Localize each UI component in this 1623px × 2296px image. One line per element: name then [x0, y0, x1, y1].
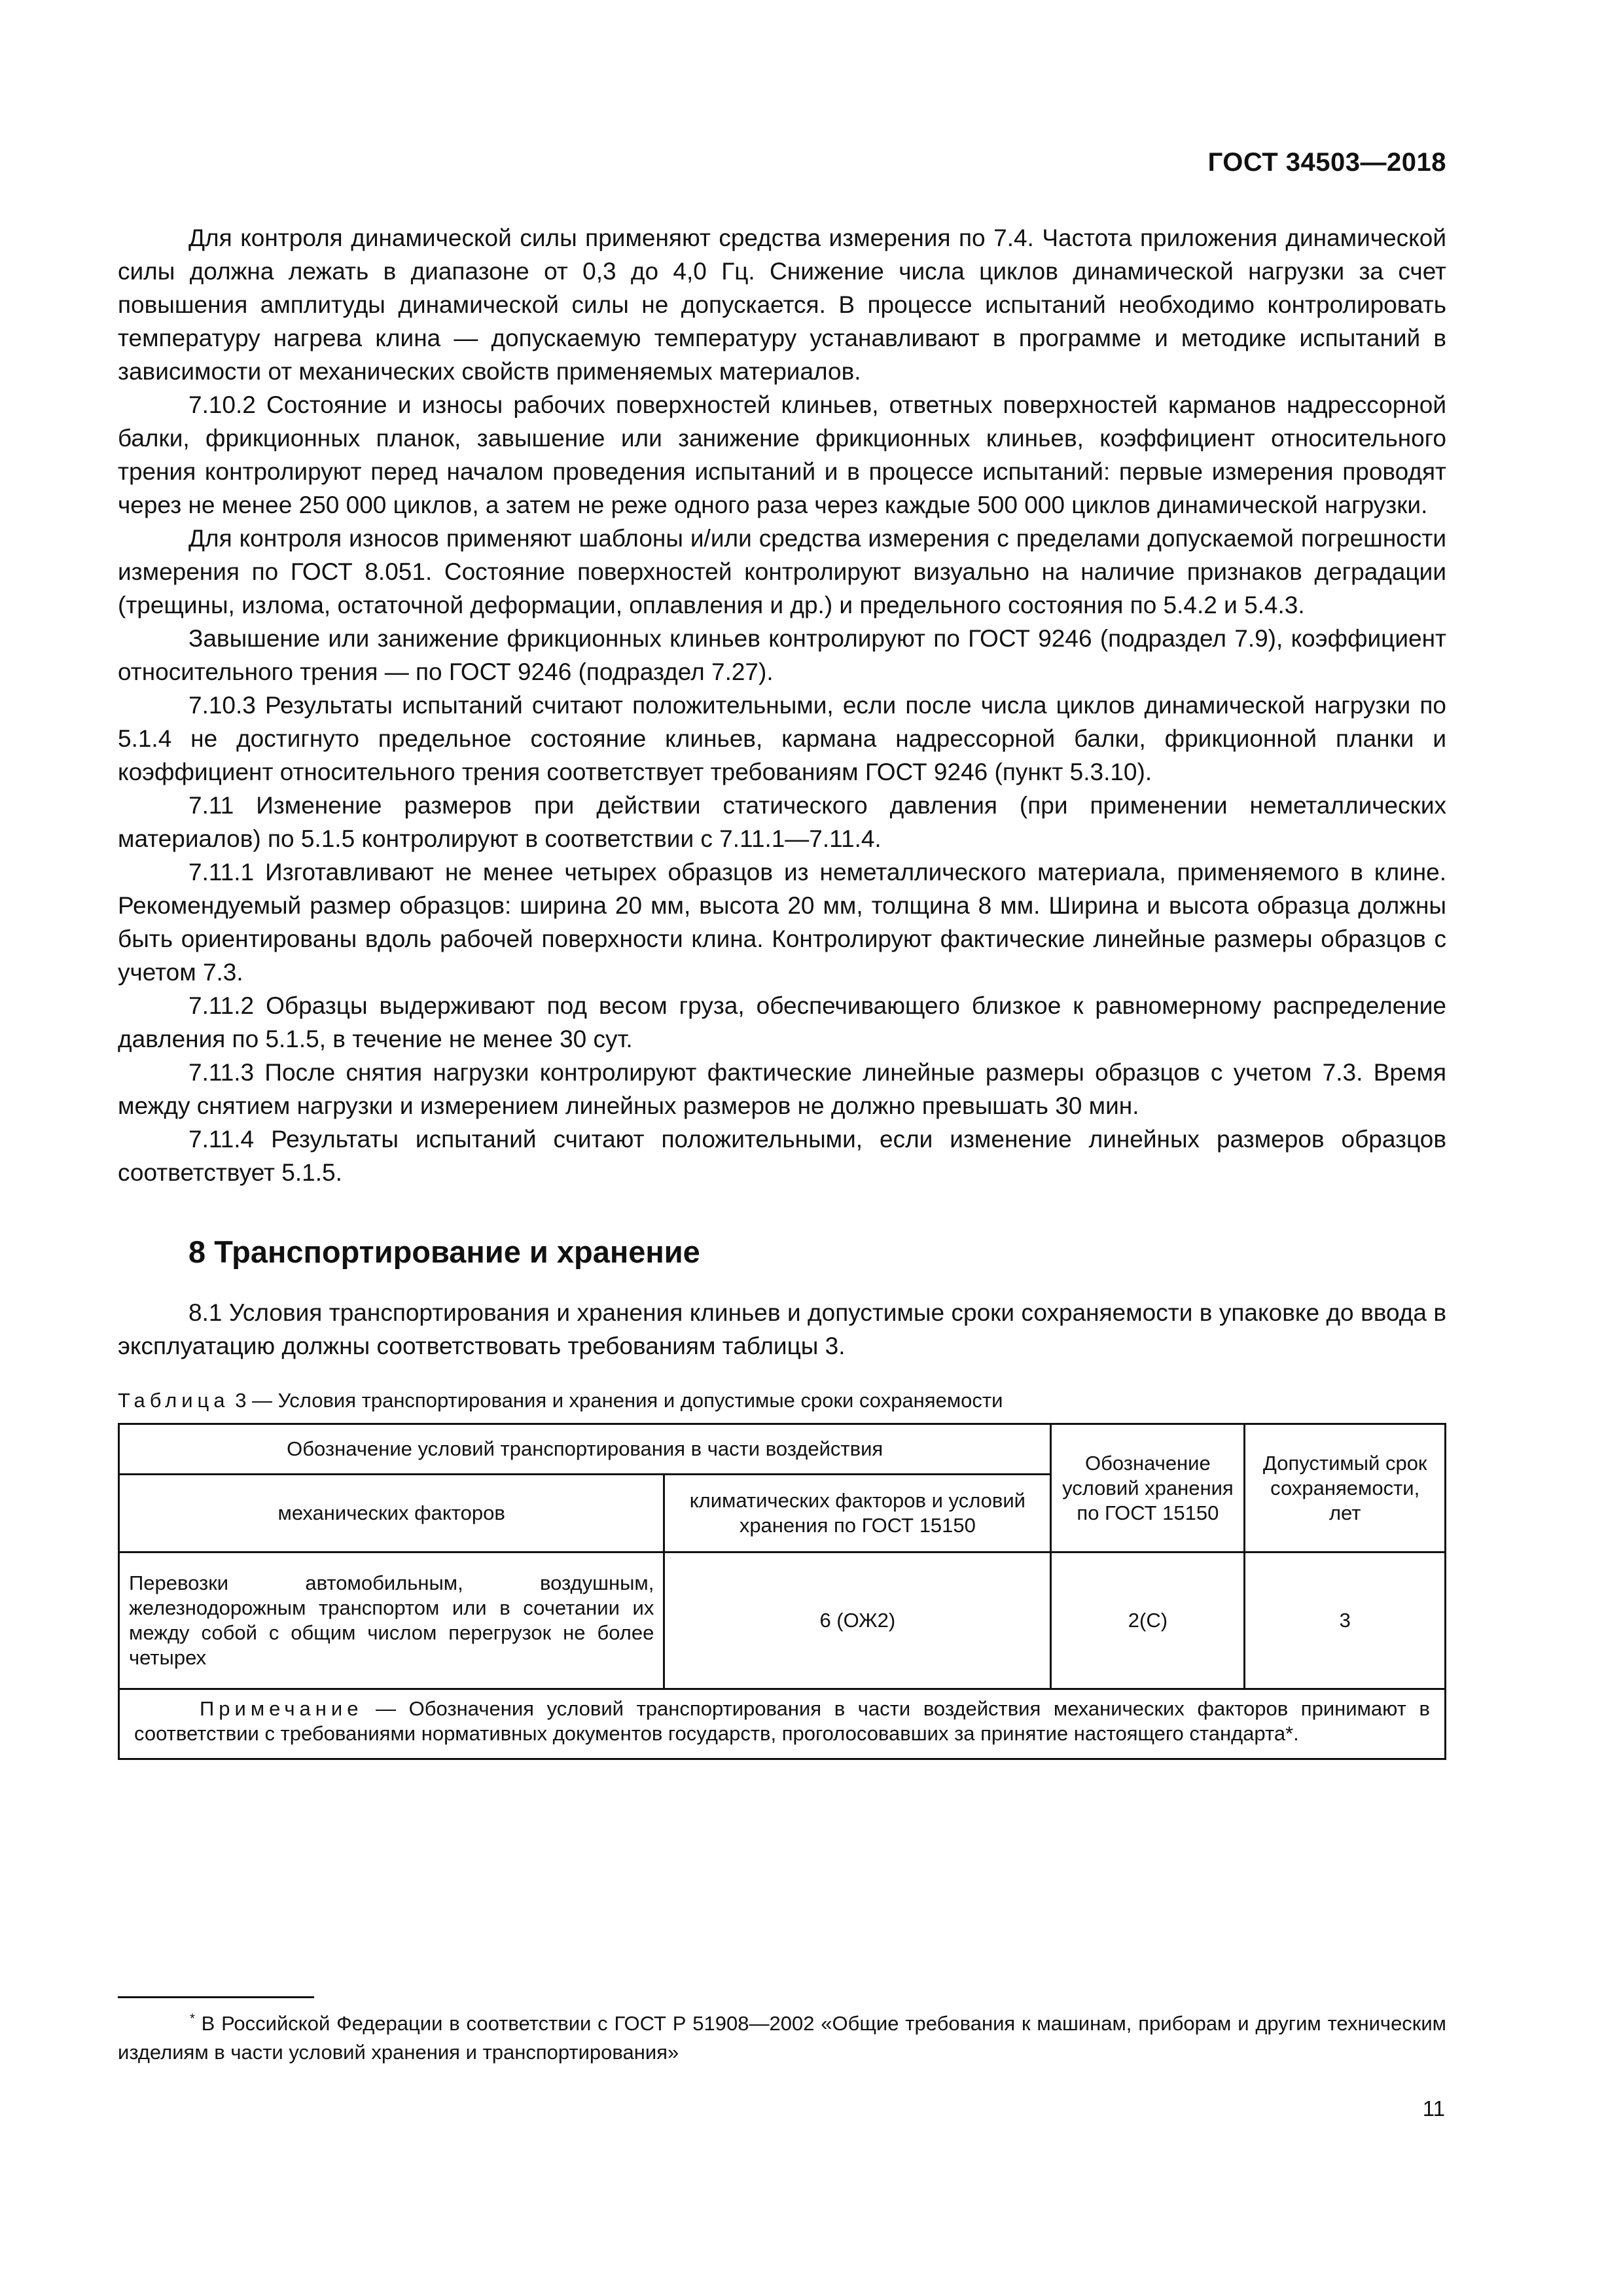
footnote-text-block — [118, 2009, 1446, 2067]
body-text — [118, 221, 1446, 1760]
paragraph: Для контроля динамической силы применяют средства измерения по 7.4. Частота приложения динамической силы должна лежать в диапазоне от 0,3 до 4,0 Гц. Снижение числа циклов динамической нагрузки за счет повышения амплитуды динамической силы не допускается. В процессе испытаний необходимо контролировать температуру нагрева клина — допускаемую температуру устанавливают в программе и методике испытаний в зависимости от механических свойств применяемых материалов. — [118, 224, 1446, 385]
note-text: — Обозначения условий транспортирования в части воздействия механических факторов принимают в соответствии с требованиями нормативных документов государств, проголосовавших за принятие настоящего стандарта*. — [134, 1697, 1430, 1745]
header-storage: Обозначение условий хранения по ГОСТ 15150 — [1051, 1424, 1245, 1552]
paragraph: 7.11.1 Изготавливают не менее четырех образцов из неметаллического материала, применяемого в клине. Рекомендуемый размер образцов: ширина 20 мм, высота 20 мм, толщина 8 мм. Ширина и высота образца должны быть ориентированы вдоль рабочей поверхности клина. Контролируют фактические линейные размеры образцов с учетом 7.3. — [118, 859, 1446, 986]
footnote — [118, 2009, 1446, 2067]
cell-term: 3 — [1245, 1552, 1446, 1689]
table-note — [119, 1689, 1446, 1759]
paragraph: 8.1 Условия транспортирования и хранения клиньев и допустимые сроки сохраняемости в упаковке до ввода в эксплуатацию должны соответствовать требованиям таблицы 3. — [118, 1299, 1446, 1359]
header-term: Допустимый срок сохраняемости, лет — [1245, 1424, 1446, 1552]
paragraph: 7.11.4 Результаты испытаний считают положительными, если изменение линейных размеров образцов соответствует 5.1.5. — [118, 1126, 1446, 1186]
page-number: 11 — [1422, 2096, 1445, 2121]
paragraph: 7.10.2 Состояние и износы рабочих поверхностей клиньев, ответных поверхностей карманов надрессорной балки, фрикционных планок, завышение или занижение фрикционных клиньев, коэффициент относительного трения контролируют перед началом проведения испытаний и в процессе испытаний: первые измерения проводят через не менее 250 000 циклов, а затем не реже одного раза через каждые 500 000 циклов динамической нагрузки. — [118, 391, 1446, 518]
section-title: 8 Транспортирование и хранение — [188, 1234, 700, 1269]
note-label: Примечание — [200, 1697, 363, 1720]
footnote-marker: * — [190, 2011, 195, 2026]
conditions-table — [118, 1423, 1446, 1760]
paragraph: 7.11.3 После снятия нагрузки контролируют фактические линейные размеры образцов с учетом 7.3. Время между снятием нагрузки и измерением линейных размеров не должно превышать 30 мин. — [118, 1059, 1446, 1119]
table-caption-label: Таблица — [118, 1389, 230, 1412]
header-climatic: климатических факторов и условий хранения по ГОСТ 15150 — [664, 1475, 1051, 1552]
cell-climatic: 6 (ОЖ2) — [664, 1552, 1051, 1689]
paragraph: Для контроля износов применяют шаблоны и/или средства измерения с пределами допускаемой погрешности измерения по ГОСТ 8.051. Состояние поверхностей контролируют визуально на наличие признаков деградации (трещины, излома, остаточной деформации, оплавления и др.) и предельного состояния по 5.4.2 и 5.4.3. — [118, 525, 1446, 619]
header-group: Обозначение условий транспортирования в части воздействия — [119, 1424, 1051, 1475]
paragraph: 7.10.3 Результаты испытаний считают положительными, если после числа циклов динамической нагрузки по 5.1.4 не достигнуто предельное состояние клиньев, кармана надрессорной балки, фрикционной планки и коэффициент относительного трения соответствует требованиям ГОСТ 9246 (пункт 5.3.10). — [118, 692, 1446, 785]
footnote-divider — [118, 1996, 314, 1998]
table-caption-text: 3 — Условия транспортирования и хранения и допустимые сроки сохраняемости — [235, 1389, 1003, 1412]
footnote-text: В Российской Федерации в соответствии с ГОСТ Р 51908—2002 «Общие требования к машинам, приборам и другим техническим изделиям в части условий хранения и транспортирования» — [118, 2012, 1446, 2064]
header-mechanical: механических факторов — [119, 1475, 664, 1552]
paragraph: Завышение или занижение фрикционных клиньев контролируют по ГОСТ 9246 (подраздел 7.9), коэффициент относительного трения — по ГОСТ 9246 (подраздел 7.27). — [118, 625, 1446, 685]
table-caption — [118, 1388, 1446, 1414]
paragraph: 7.11 Изменение размеров при действии статического давления (при применении неметаллических материалов) по 5.1.5 контролируют в соответствии с 7.11.1—7.11.4. — [118, 792, 1446, 852]
paragraph: 7.11.2 Образцы выдерживают под весом груза, обеспечивающего близкое к равномерному распределение давления по 5.1.5, в течение не менее 30 сут. — [118, 992, 1446, 1052]
cell-storage: 2(С) — [1051, 1552, 1245, 1689]
cell-mechanical: Перевозки автомобильным, воздушным, железнодорожным транспортом или в сочетании их между собой с общим числом перегрузок не более четырех — [119, 1552, 664, 1689]
doc-code-header: ГОСТ 34503—2018 — [1207, 148, 1446, 177]
